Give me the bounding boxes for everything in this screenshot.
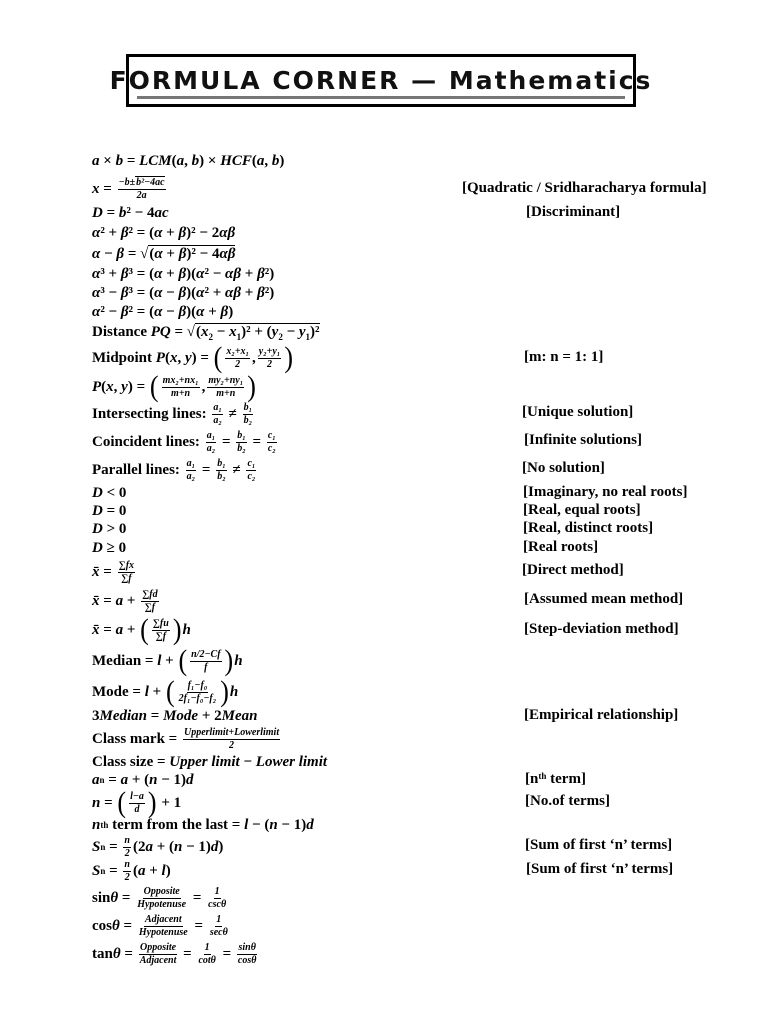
formula-row: [92, 203, 732, 223]
formula: Distance PQ = √ $(x_2 - x_1)^2 + (y_2 - y_1)^2$: [92, 323, 320, 342]
formula: α ³ + β ³ = ( α + β )( α ² − αβ + β ²): [92, 265, 275, 282]
formula-label: [Sum of first ‘n’ terms]: [526, 861, 674, 877]
formula: Intersecting lines: $\frac{\text{a₁}}{\text{a₂}}$ ≠ $\frac{\text{b₁}}{\text{b₂}}$: [92, 401, 253, 426]
formula-label: [No solution]: [522, 460, 605, 476]
formula-row: [92, 539, 732, 558]
formula: D < 0: [92, 485, 127, 501]
formula-label: [Unique solution]: [522, 404, 634, 420]
formula-row: [92, 150, 732, 172]
formula-row: [92, 706, 732, 726]
formula-row: [92, 484, 732, 503]
formula: Mode = l + ( $\frac{\text{f₁−f₀}}{\text{2f₁−f₀−f₂}}$ ) h: [92, 674, 239, 709]
formula-row: [92, 520, 732, 539]
formula-row: [92, 725, 732, 753]
formula-row: [92, 940, 732, 968]
formula: Midpoint P ( x , y ) = ( $\frac{\text{x₂+x₁}}{2}$ , $\frac{\text{y₂+y₁}}{2}$ ): [92, 340, 293, 375]
formula-row: [92, 340, 732, 375]
formula-label: [No.of terms]: [525, 793, 610, 809]
formula-label: [Real roots]: [523, 539, 599, 555]
formula: Median = l + ( $\frac{n/2-Cf}{f}$ ) h: [92, 643, 243, 678]
formula-row: [92, 174, 732, 204]
formula-row: [92, 456, 732, 484]
formula-row: [92, 243, 732, 265]
formula-row: [92, 302, 732, 322]
formula-row: [92, 752, 732, 772]
formula-label: [m: n = 1: 1]: [524, 349, 604, 365]
formula: D = b ² − 4 ac: [92, 204, 169, 221]
formula: x̄ = a + ( $\frac{\sum fu}{\sum f}$ ) h: [92, 612, 191, 647]
title-underline: [137, 96, 625, 99]
formula-row: [92, 587, 732, 615]
formula-row: [92, 834, 732, 860]
formula-label: [Step-deviation method]: [524, 621, 679, 637]
formula: 3 Median = Mode + 2 Mean: [92, 707, 258, 724]
formula: n th term from the last = l − ( n − 1) d: [92, 816, 314, 833]
formula: x = $\frac{\text{−b±b²−4ac}}{2a}$: [92, 176, 165, 201]
formula-row: [92, 912, 732, 940]
formula: S n = $\frac{n}{2}$ ( a + l ): [92, 858, 171, 883]
formula-label: [Imaginary, no real roots]: [523, 484, 688, 500]
formula: D ≥ 0: [92, 540, 127, 556]
formula-row: [92, 858, 732, 884]
page-title: FORMULA CORNER — Mathematics: [109, 65, 653, 95]
formula: Parallel lines: $\frac{\text{a₁}}{\text{a₂}}$ = $\frac{\text{b₁}}{\text{b₂}}$ ≠ $\frac{\text{c₁}}{\text{c₂}}$: [92, 457, 256, 482]
formula-label: [Discriminant]: [526, 204, 621, 220]
formula: cos θ = $\frac{\text{Adjacent}}{\text{Hypotenuse}}$ = $\frac{1}{\sec\theta}$: [92, 913, 228, 938]
formula-row: [92, 815, 732, 835]
formula-row: [92, 502, 732, 521]
formula: D = 0: [92, 503, 127, 519]
formula: a n = a + ( n − 1) d: [92, 771, 194, 788]
formula-row: [92, 369, 732, 404]
formula-row: [92, 264, 732, 284]
formula: α ² + β ² = ( α + β )² − 2 αβ: [92, 224, 236, 241]
formula-row: [92, 400, 732, 428]
formula: Class mark = $\frac{\text{Upperlimit+Lowerlimit}}{2}$: [92, 726, 280, 751]
formula: Class size = Upper limit − Lower limit: [92, 753, 328, 770]
formula: a × b = LCM ( a , b ) × HCF ( a , b ): [92, 152, 285, 169]
formula-row: [92, 428, 732, 456]
formula: x̄ = a + $\frac{\sum fd}{\sum f}$: [92, 588, 158, 613]
formula: sin θ = $\frac{\text{Opposite}}{\text{Hypotenuse}}$ = $\frac{1}{\csc\theta}$: [92, 885, 227, 910]
formula-label: [Assumed mean method]: [524, 591, 684, 607]
formula: α − β = √ (α + β)² − 4αβ: [92, 245, 236, 262]
formula-row: [92, 645, 732, 677]
formula-row: [92, 785, 732, 820]
formula-label: [Sum of first ‘n’ terms]: [525, 837, 673, 853]
formula-label: [Infinite solutions]: [524, 432, 642, 448]
title-box: [109, 54, 653, 107]
formula: Coincident lines: $\frac{\text{a₁}}{\text{a₂}}$ = $\frac{\text{b₁}}{\text{b₂}}$ = $\frac{\text{c₁}}{\text{c₂}}$: [92, 429, 276, 454]
formula-row: [92, 283, 732, 303]
formula-row: [92, 558, 732, 586]
formula: α ³ − β ³ = ( α − β )( α ² + αβ + β ²): [92, 284, 275, 301]
formula-row: [92, 320, 732, 344]
formula-row: [92, 676, 732, 708]
formula-row: [92, 223, 732, 243]
formula: S n = $\frac{n}{2}$ (2 a + ( n − 1) d ): [92, 834, 224, 859]
formula: α ² − β ² = ( α − β )( α + β ): [92, 303, 234, 320]
formula-row: [92, 884, 732, 912]
formula: tan θ = $\frac{\text{Opposite}}{\text{Adjacent}}$ = $\frac{1}{\cot\theta}$ = $\frac{\sin\theta}{\cos\theta}$: [92, 941, 257, 966]
formula-row: [92, 770, 732, 790]
formula-label: [Direct method]: [522, 562, 624, 578]
formula: x̄ = $\frac{\sum fx}{\sum f}$: [92, 559, 135, 584]
formula-label: [Empirical relationship]: [524, 707, 679, 723]
formula-label: [nᵗʰ term]: [525, 771, 586, 787]
formula: n = ( $\frac{l-a}{d}$ ) + 1: [92, 785, 182, 820]
formula-label: [Real, distinct roots]: [523, 520, 654, 536]
formula-label: [Real, equal roots]: [523, 502, 641, 518]
formula: D > 0: [92, 521, 127, 537]
formula-label: [Quadratic / Sridharacharya formula]: [462, 180, 707, 196]
formula-row: [92, 612, 732, 647]
formula: P ( x , y ) = ( $\frac{\text{mx₂+nx₁}}{m+n}$ , $\frac{\text{my₂+ny₁}}{m+n}$ ): [92, 369, 256, 404]
